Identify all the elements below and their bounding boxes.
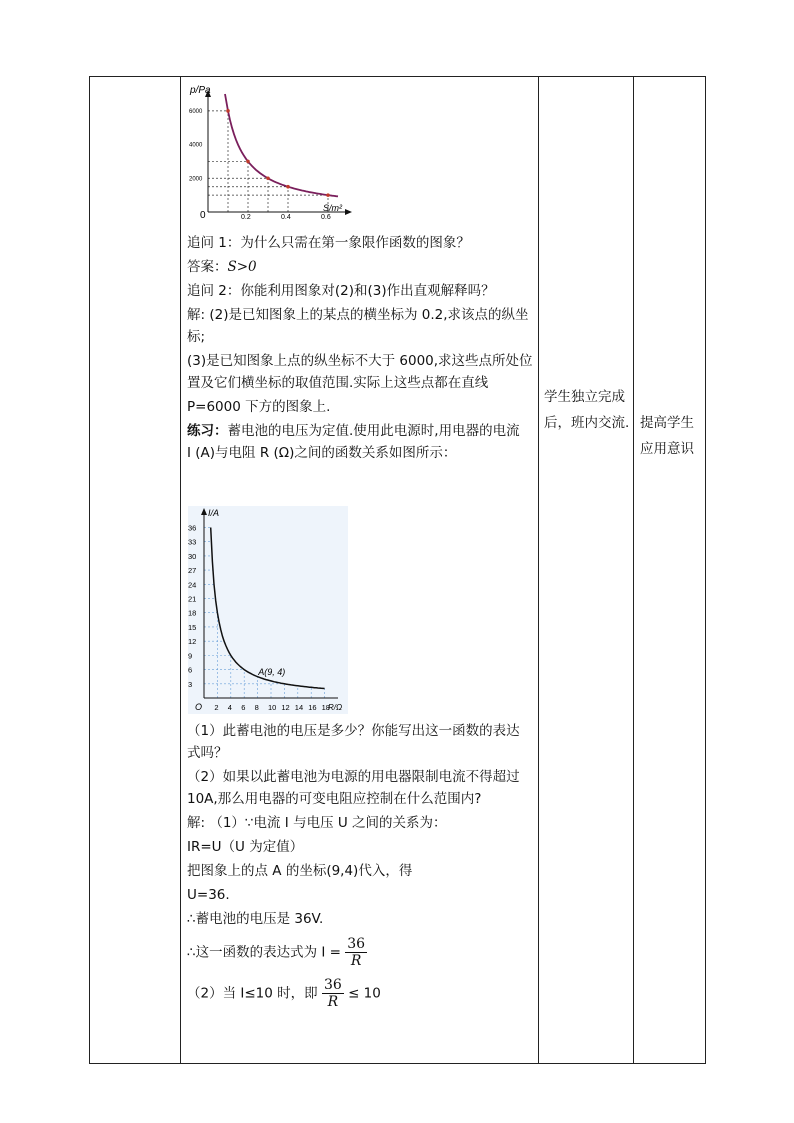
solution-line-3: P=6000 下方的图象上.	[187, 399, 331, 415]
x-tick-label: 0.4	[281, 214, 291, 220]
solution-step-2: IR=U（U 为定值）	[187, 839, 304, 855]
student-activity: 学生独立完成后，班内交流.	[544, 389, 630, 431]
exercise-statement: 练习：蓄电池的电压为定值.使用此电源时,用电器的电流	[187, 423, 520, 439]
column-divider-2	[538, 76, 539, 1064]
solution-step-1: 解: （1）∵电流 I 与电压 U 之间的关系为：	[187, 815, 447, 831]
y-tick-label: 36	[188, 523, 197, 533]
x-tick-label: 6	[241, 703, 246, 712]
x-tick-label: 0.6	[321, 214, 331, 220]
y-tick-label: 3	[188, 679, 193, 689]
data-point	[266, 176, 270, 180]
data-point	[226, 109, 230, 113]
x-axis-label: R/Ω	[328, 703, 343, 712]
x-tick-label: 18	[321, 703, 330, 712]
curve	[225, 94, 338, 196]
x-tick-label: 4	[227, 703, 232, 712]
data-point	[286, 185, 290, 189]
pressure-area-chart	[188, 84, 360, 220]
x-tick-label: 16	[308, 703, 317, 712]
x-axis-label: S/m²	[323, 203, 342, 213]
y-tick-label: 21	[188, 594, 197, 604]
x-tick-label: 0.2	[241, 214, 251, 220]
y-tick-label: 15	[188, 622, 197, 632]
y-tick-label: 9	[188, 651, 193, 661]
solution-part-2: （2）当 I≤10 时，即 $\frac{36}{R}$ ≤ 10	[187, 977, 381, 1010]
x-tick-label: 14	[294, 703, 304, 712]
solution-line-2: (3)是已知图象上点的纵坐标不大于 6000,求这些点所处位置及它们横坐标的取值范围.实际上这些点都在直线	[187, 353, 533, 391]
origin-label: O	[195, 702, 203, 712]
x-tick-label: 12	[281, 703, 290, 712]
x-tick-label: 2	[214, 703, 219, 712]
y-tick-label: 2000	[189, 176, 203, 183]
y-tick-label: 6000	[189, 108, 203, 115]
y-tick-label: 6	[188, 665, 193, 675]
exercise-statement-2: I (A)与电阻 R (Ω)之间的函数关系如图所示：	[187, 445, 457, 461]
data-point	[246, 160, 250, 164]
y-tick-label: 4000	[189, 142, 203, 149]
follow-up-question-2: 追问 2：你能利用图象对(2)和(3)作出直观解释吗？	[187, 283, 495, 299]
y-axis-label: I/A	[208, 508, 220, 518]
column-divider-1	[180, 76, 181, 1064]
point-a-label: A(9, 4)	[258, 667, 286, 678]
solution-line-1: 解: (2)是已知图象上的某点的横坐标为 0.2,求该点的纵坐标;	[187, 307, 529, 345]
current-resistance-chart	[188, 506, 348, 714]
solution-step-4: U=36.	[187, 887, 230, 903]
y-tick-label: 33	[188, 537, 197, 547]
column-divider-3	[633, 76, 634, 1064]
fraction: $\frac{36}{R}$	[347, 936, 366, 969]
data-point	[326, 193, 330, 197]
follow-up-question-1: 追问 1：为什么只需在第一象限作函数的图象？	[187, 235, 470, 251]
design-intent: 提高学生应用意识	[640, 415, 694, 457]
problem-1: （1）此蓄电池的电压是多少？你能写出这一函数的表达式吗？	[187, 723, 520, 761]
solution-step-5: ∴蓄电池的电压是 36V.	[187, 911, 324, 927]
x-tick-label: 8	[254, 703, 259, 712]
exercise-content	[187, 720, 533, 1010]
y-tick-label: 24	[188, 580, 197, 590]
y-tick-label: 12	[188, 637, 197, 647]
main-content	[187, 232, 533, 464]
problem-2: （2）如果以此蓄电池为电源的用电器限制电流不得超过 10A,那么用电器的可变电阻应控制在什么范围内?	[187, 769, 520, 807]
x-tick-label: 10	[268, 703, 277, 712]
fraction: $\frac{36}{R}$	[323, 977, 342, 1010]
solution-step-3: 把图象上的点 A 的坐标(9,4)代入，得	[187, 863, 413, 879]
y-tick-label: 30	[188, 551, 197, 561]
y-axis-label: p/Pa	[190, 85, 211, 96]
solution-expression: ∴这一函数的表达式为 I = $\frac{36}{R}$	[187, 936, 366, 969]
answer-1: 答案：S>0	[187, 259, 257, 275]
y-tick-label: 18	[188, 608, 197, 618]
y-tick-label: 27	[188, 566, 197, 576]
origin-label: 0	[200, 210, 206, 220]
